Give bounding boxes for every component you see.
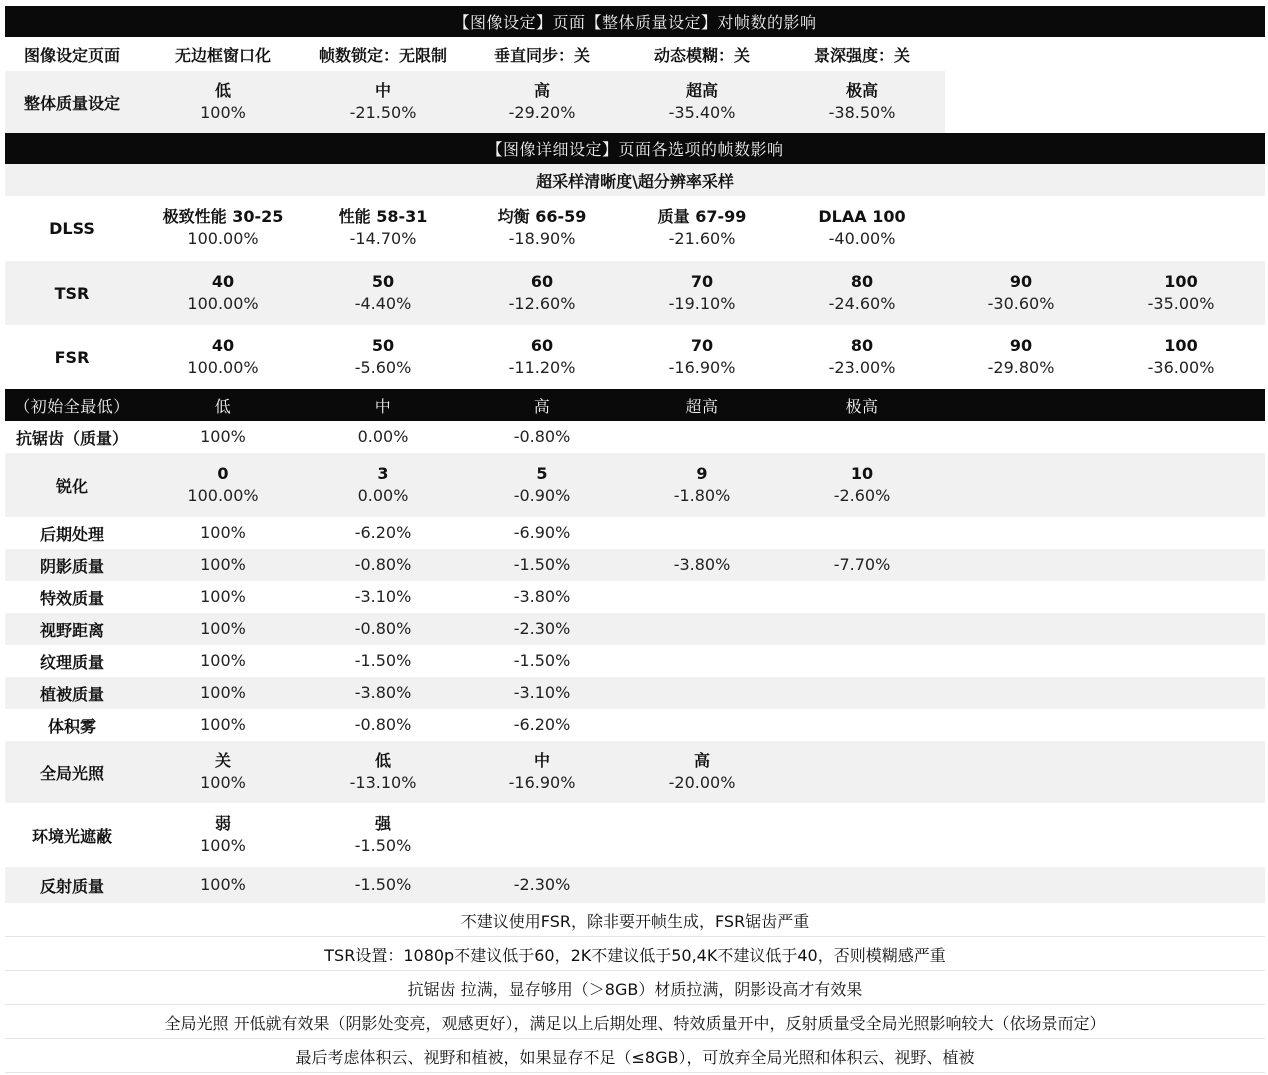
sharpen-row-col-3-value: -0.90% — [513, 486, 571, 505]
upscale-row-dlss-col-4 — [622, 196, 782, 260]
upscale-row-dlss-col-4-value: -21.60% — [668, 229, 736, 248]
upscale-row-dlss-col-2-value: -14.70% — [349, 229, 417, 248]
overall-quality-row-col-5-option: 极高 — [845, 81, 878, 100]
detail-row-4-col-1 — [143, 613, 303, 645]
reflection-row-col-3 — [462, 867, 622, 903]
detail-row-1-value-1: 100% — [200, 523, 246, 542]
settings-item-2 — [138, 37, 308, 71]
detail-row-2-col-4 — [622, 549, 782, 581]
overall-quality-row-col-2-option: 中 — [374, 81, 391, 100]
upscale-row-tsr-col-6-option: 90 — [1009, 272, 1033, 291]
detail-row-1-col-1 — [143, 517, 303, 549]
ambient-occlusion-row-col-2-option: 强 — [374, 814, 391, 833]
upscale-row-dlss-col-2-option: 性能 58-31 — [338, 207, 428, 226]
detail-row-5-label-text: 纹理质量 — [39, 652, 104, 672]
detail-header-5 — [622, 389, 782, 421]
title-bar-detail — [5, 133, 1265, 164]
upscale-row-dlss-col-3-option: 均衡 66-59 — [497, 207, 587, 226]
detail-row-6-col-3 — [462, 677, 622, 709]
detail-row-3-col-2 — [303, 581, 463, 613]
sharpen-row-col-1-value: 100.00% — [187, 486, 259, 505]
upscale-row-fsr-col-5-value: -23.00% — [828, 358, 896, 377]
overall-quality-row-label — [0, 71, 147, 133]
upscale-row-fsr-label-text: FSR — [54, 347, 90, 367]
detail-row-4-col-2 — [303, 613, 463, 645]
detail-row-7-value-3: -6.20% — [513, 715, 571, 734]
detail-row-4 — [5, 613, 1265, 645]
upscale-row-tsr-label — [0, 261, 147, 325]
detail-header-4 — [462, 389, 622, 421]
settings-item-5 — [617, 37, 787, 71]
settings-item-6 — [777, 37, 947, 71]
upscale-row-tsr-col-5 — [782, 261, 942, 325]
global-illumination-row-col-2-value: -13.10% — [349, 773, 417, 792]
upscale-row-dlss-col-3 — [462, 196, 622, 260]
detail-row-5-value-2: -1.50% — [354, 651, 412, 670]
detail-row-2-col-1 — [143, 549, 303, 581]
upscale-row-fsr-col-6 — [941, 325, 1101, 389]
anti-aliasing-row-col-1 — [143, 421, 303, 453]
sharpen-row-col-3-option: 5 — [536, 464, 548, 483]
detail-row-6-label — [0, 677, 147, 709]
detail-row-7-value-1: 100% — [200, 715, 246, 734]
upscale-row-tsr-col-1-value: 100.00% — [187, 294, 259, 313]
detail-row-3-value-1: 100% — [200, 587, 246, 606]
detail-row-6 — [5, 677, 1265, 709]
sharpen-row-col-5-option: 10 — [850, 464, 874, 483]
upscale-row-tsr — [5, 261, 1265, 325]
upscale-row-fsr-col-7-option: 100 — [1164, 336, 1198, 355]
upscale-row-fsr-label — [0, 325, 147, 389]
upscale-row-dlss — [5, 196, 1265, 260]
anti-aliasing-row-label — [0, 421, 147, 453]
detail-row-3-col-3 — [462, 581, 622, 613]
settings-item-text-2: 无边框窗口化 — [174, 45, 271, 65]
detail-row-3-label — [0, 581, 147, 613]
detail-row-5-value-3: -1.50% — [513, 651, 571, 670]
detail-row-7-col-2 — [303, 709, 463, 741]
upscale-row-fsr-col-6-option: 90 — [1009, 336, 1033, 355]
detail-row-7-label — [0, 709, 147, 741]
upscale-row-tsr-col-1-option: 40 — [211, 272, 235, 291]
upscale-row-tsr-col-4-option: 70 — [690, 272, 714, 291]
settings-item-3 — [298, 37, 468, 71]
sharpen-row-col-5-value: -2.60% — [833, 486, 891, 505]
reflection-row-col-2 — [303, 867, 463, 903]
detail-row-7 — [5, 709, 1265, 741]
sharpen-row-col-2 — [303, 453, 463, 517]
note-text-5: 最后考虑体积云、视野和植被，如果显存不足（≤8GB），可放弃全局光照和体积云、视野、植被 — [295, 1047, 975, 1067]
overall-quality-row-col-3-option: 高 — [533, 81, 550, 100]
detail-row-5 — [5, 645, 1265, 677]
upscale-row-tsr-col-7-value: -35.00% — [1147, 294, 1215, 313]
overall-quality-row-col-3-value: -29.20% — [508, 103, 576, 122]
detail-row-4-value-3: -2.30% — [513, 619, 571, 638]
detail-row-4-label-text: 视野距离 — [39, 620, 104, 640]
upscale-row-fsr-col-5-option: 80 — [850, 336, 874, 355]
detail-row-3-label-text: 特效质量 — [39, 588, 104, 608]
detail-row-5-col-1 — [143, 645, 303, 677]
detail-header-text-1: （初始全最低） — [14, 396, 130, 416]
sharpen-row-col-1-option: 0 — [217, 464, 229, 483]
reflection-row-value-2: -1.50% — [354, 875, 412, 894]
note-text-1: 不建议使用FSR，除非要开帧生成，FSR锯齿严重 — [460, 911, 810, 931]
upscale-row-dlss-label — [0, 196, 147, 260]
global-illumination-row-col-1-value: 100% — [200, 773, 246, 792]
overall-quality-row-col-1-value: 100% — [200, 103, 246, 122]
upscale-row-tsr-col-4-value: -19.10% — [668, 294, 736, 313]
upscale-row-dlss-col-1 — [143, 196, 303, 260]
settings-item-1 — [0, 37, 157, 71]
upscale-title-row — [5, 164, 1265, 196]
settings-item-text-1: 图像设定页面 — [23, 45, 120, 65]
upscale-row-dlss-col-4-option: 质量 67-99 — [657, 207, 747, 226]
note-text-4: 全局光照 开低就有效果（阴影处变亮，观感更好），满足以上后期处理、特效质量开中，反射质量受全局光照影响较大（依场景而定） — [164, 1013, 1106, 1033]
global-illumination-row-col-4 — [622, 741, 782, 803]
upscale-row-dlss-col-1-value: 100.00% — [187, 229, 259, 248]
overall-quality-row-col-4 — [622, 71, 782, 133]
overall-quality-row-col-3 — [462, 71, 622, 133]
upscale-row-fsr-col-3-value: -11.20% — [508, 358, 576, 377]
upscale-title: 超采样清晰度\超分辨率采样 — [536, 171, 734, 191]
overall-quality-row-col-1-option: 低 — [214, 81, 231, 100]
upscale-row-fsr-col-2 — [303, 325, 463, 389]
anti-aliasing-row — [5, 421, 1265, 453]
upscale-row-tsr-col-6-value: -30.60% — [987, 294, 1055, 313]
upscale-row-fsr-col-1 — [143, 325, 303, 389]
upscale-row-dlss-col-1-option: 极致性能 30-25 — [162, 207, 284, 226]
upscale-row-tsr-col-1 — [143, 261, 303, 325]
global-illumination-row-label-text: 全局光照 — [39, 763, 104, 783]
upscale-row-dlss-col-2 — [303, 196, 463, 260]
detail-row-2-label-text: 阴影质量 — [39, 556, 104, 576]
global-illumination-row-col-3-value: -16.90% — [508, 773, 576, 792]
upscale-row-tsr-col-7-option: 100 — [1164, 272, 1198, 291]
reflection-row-col-1 — [143, 867, 303, 903]
detail-row-5-col-3 — [462, 645, 622, 677]
upscale-row-tsr-col-2 — [303, 261, 463, 325]
detail-header-bar — [5, 389, 1265, 421]
global-illumination-row-col-4-value: -20.00% — [668, 773, 736, 792]
upscale-row-tsr-col-3-value: -12.60% — [508, 294, 576, 313]
ambient-occlusion-row-col-1-value: 100% — [200, 836, 246, 855]
detail-row-7-value-2: -0.80% — [354, 715, 412, 734]
upscale-row-fsr-col-3 — [462, 325, 622, 389]
title-bar-overall — [5, 6, 1265, 37]
detail-row-3-value-3: -3.80% — [513, 587, 571, 606]
detail-row-1-label-text: 后期处理 — [39, 524, 104, 544]
anti-aliasing-row-col-2 — [303, 421, 463, 453]
detail-row-7-col-1 — [143, 709, 303, 741]
upscale-row-dlss-col-5 — [782, 196, 942, 260]
anti-aliasing-row-col-3 — [462, 421, 622, 453]
reflection-row-value-1: 100% — [200, 875, 246, 894]
detail-row-3-col-1 — [143, 581, 303, 613]
upscale-row-fsr-col-1-option: 40 — [211, 336, 235, 355]
overall-quality-row-col-4-value: -35.40% — [668, 103, 736, 122]
detail-header-text-4: 高 — [533, 396, 551, 416]
detail-row-5-label — [0, 645, 147, 677]
ambient-occlusion-row-label — [0, 803, 147, 867]
settings-row — [5, 37, 945, 71]
overall-quality-row-label-text: 整体质量设定 — [23, 93, 120, 113]
upscale-row-tsr-col-3-option: 60 — [530, 272, 554, 291]
detail-row-1-value-2: -6.20% — [354, 523, 412, 542]
reflection-row — [5, 867, 1265, 903]
detail-row-4-value-1: 100% — [200, 619, 246, 638]
detail-row-1-value-3: -6.90% — [513, 523, 571, 542]
settings-item-4 — [457, 37, 627, 71]
detail-row-2-value-3: -1.50% — [513, 555, 571, 574]
detail-header-3 — [303, 389, 463, 421]
ambient-occlusion-row-col-2 — [303, 803, 463, 867]
upscale-row-dlss-col-5-value: -40.00% — [828, 229, 896, 248]
title-overall: 【图像设定】页面【整体质量设定】对帧数的影响 — [453, 13, 817, 32]
detail-row-2-value-2: -0.80% — [354, 555, 412, 574]
overall-quality-row-col-2 — [303, 71, 463, 133]
ambient-occlusion-row-col-1-option: 弱 — [214, 814, 231, 833]
anti-aliasing-row-value-3: -0.80% — [513, 427, 571, 446]
detail-row-2 — [5, 549, 1265, 581]
global-illumination-row-col-4-option: 高 — [693, 751, 710, 770]
detail-row-3 — [5, 581, 1265, 613]
detail-header-2 — [143, 389, 303, 421]
sharpen-row-col-5 — [782, 453, 942, 517]
upscale-row-tsr-col-2-option: 50 — [371, 272, 395, 291]
detail-row-7-col-3 — [462, 709, 622, 741]
global-illumination-row-col-3-option: 中 — [533, 751, 550, 770]
settings-item-text-5: 动态模糊：关 — [653, 45, 750, 65]
upscale-row-fsr-col-2-option: 50 — [371, 336, 395, 355]
overall-quality-row-col-5 — [782, 71, 942, 133]
global-illumination-row-col-2-option: 低 — [374, 751, 391, 770]
upscale-row-fsr-col-7-value: -36.00% — [1147, 358, 1215, 377]
overall-quality-row — [5, 71, 945, 133]
upscale-row-dlss-col-3-value: -18.90% — [508, 229, 576, 248]
sharpen-row-col-4 — [622, 453, 782, 517]
note-row-4 — [5, 1005, 1265, 1039]
global-illumination-row-col-1-option: 关 — [214, 751, 231, 770]
detail-row-3-value-2: -3.10% — [354, 587, 412, 606]
overall-quality-row-col-4-option: 超高 — [685, 81, 718, 100]
detail-row-6-value-1: 100% — [200, 683, 246, 702]
overall-quality-row-col-2-value: -21.50% — [349, 103, 417, 122]
detail-row-2-value-4: -3.80% — [673, 555, 731, 574]
upscale-row-dlss-col-5-option: DLAA 100 — [818, 207, 906, 226]
note-divider-5 — [5, 1072, 1265, 1073]
detail-header-text-5: 超高 — [685, 396, 719, 416]
upscale-row-fsr-col-2-value: -5.60% — [354, 358, 412, 377]
reflection-row-label-text: 反射质量 — [39, 876, 104, 896]
sharpen-row-col-4-option: 9 — [696, 464, 708, 483]
global-illumination-row-col-1 — [143, 741, 303, 803]
upscale-row-fsr — [5, 325, 1265, 389]
detail-row-5-col-2 — [303, 645, 463, 677]
reflection-row-value-3: -2.30% — [513, 875, 571, 894]
upscale-row-fsr-col-3-option: 60 — [530, 336, 554, 355]
anti-aliasing-row-value-2: 0.00% — [357, 427, 409, 446]
ambient-occlusion-row-col-2-value: -1.50% — [354, 836, 412, 855]
sharpen-row-col-4-value: -1.80% — [673, 486, 731, 505]
upscale-row-tsr-col-6 — [941, 261, 1101, 325]
upscale-row-fsr-col-7 — [1101, 325, 1261, 389]
global-illumination-row-col-2 — [303, 741, 463, 803]
upscale-row-tsr-col-7 — [1101, 261, 1261, 325]
detail-header-text-6: 极高 — [845, 396, 879, 416]
upscale-row-fsr-col-4-option: 70 — [690, 336, 714, 355]
detail-row-6-label-text: 植被质量 — [39, 684, 104, 704]
upscale-row-tsr-col-2-value: -4.40% — [354, 294, 412, 313]
note-row-5 — [5, 1039, 1265, 1073]
detail-row-1-col-3 — [462, 517, 622, 549]
global-illumination-row-label — [0, 741, 147, 803]
upscale-row-tsr-col-3 — [462, 261, 622, 325]
detail-row-7-label-text: 体积雾 — [47, 716, 96, 736]
upscale-row-fsr-col-1-value: 100.00% — [187, 358, 259, 377]
sharpen-row-col-2-value: 0.00% — [357, 486, 409, 505]
anti-aliasing-row-label-text: 抗锯齿（质量） — [15, 428, 128, 448]
detail-header-1 — [0, 389, 147, 421]
detail-header-text-2: 低 — [214, 396, 232, 416]
upscale-row-fsr-col-4-value: -16.90% — [668, 358, 736, 377]
ambient-occlusion-row-label-text: 环境光遮蔽 — [31, 826, 112, 846]
detail-row-6-col-2 — [303, 677, 463, 709]
detail-header-6 — [782, 389, 942, 421]
upscale-row-tsr-label-text: TSR — [54, 283, 90, 303]
detail-row-1-label — [0, 517, 147, 549]
detail-row-2-value-1: 100% — [200, 555, 246, 574]
detail-header-text-3: 中 — [374, 396, 392, 416]
note-row-1 — [5, 903, 1265, 937]
detail-row-5-value-1: 100% — [200, 651, 246, 670]
sharpen-row — [5, 453, 1265, 517]
upscale-row-fsr-col-5 — [782, 325, 942, 389]
settings-item-text-4: 垂直同步：关 — [493, 45, 590, 65]
detail-row-4-label — [0, 613, 147, 645]
settings-item-text-6: 景深强度：关 — [813, 45, 910, 65]
detail-row-2-col-2 — [303, 549, 463, 581]
detail-row-6-value-3: -3.10% — [513, 683, 571, 702]
settings-item-text-3: 帧数锁定：无限制 — [318, 45, 447, 65]
ambient-occlusion-row — [5, 803, 1265, 867]
note-text-3: 抗锯齿 拉满，显存够用（＞8GB）材质拉满，阴影设高才有效果 — [407, 979, 863, 999]
detail-row-6-value-2: -3.80% — [354, 683, 412, 702]
detail-row-2-col-3 — [462, 549, 622, 581]
reflection-row-label — [0, 867, 147, 903]
anti-aliasing-row-value-1: 100% — [200, 427, 246, 446]
upscale-row-dlss-label-text: DLSS — [49, 218, 95, 238]
upscale-row-fsr-col-4 — [622, 325, 782, 389]
detail-row-2-value-5: -7.70% — [833, 555, 891, 574]
global-illumination-row-col-3 — [462, 741, 622, 803]
detail-row-1 — [5, 517, 1265, 549]
title-detail: 【图像详细设定】页面各选项的帧数影响 — [486, 140, 784, 159]
detail-row-2-label — [0, 549, 147, 581]
sharpen-row-col-1 — [143, 453, 303, 517]
overall-quality-row-col-5-value: -38.50% — [828, 103, 896, 122]
global-illumination-row — [5, 741, 1265, 803]
upscale-row-tsr-col-4 — [622, 261, 782, 325]
sharpen-row-col-2-option: 3 — [377, 464, 389, 483]
detail-row-4-col-3 — [462, 613, 622, 645]
upscale-row-tsr-col-5-value: -24.60% — [828, 294, 896, 313]
detail-row-1-col-2 — [303, 517, 463, 549]
sharpen-row-label-text: 锐化 — [55, 476, 88, 496]
sharpen-row-label — [0, 453, 147, 517]
note-text-2: TSR设置：1080p不建议低于60，2K不建议低于50,4K不建议低于40，否则模糊感严重 — [324, 945, 946, 965]
note-row-3 — [5, 971, 1265, 1005]
upscale-row-fsr-col-6-value: -29.80% — [987, 358, 1055, 377]
ambient-occlusion-row-col-1 — [143, 803, 303, 867]
detail-row-2-col-5 — [782, 549, 942, 581]
note-row-2 — [5, 937, 1265, 971]
sharpen-row-col-3 — [462, 453, 622, 517]
detail-row-6-col-1 — [143, 677, 303, 709]
upscale-row-tsr-col-5-option: 80 — [850, 272, 874, 291]
detail-row-4-value-2: -0.80% — [354, 619, 412, 638]
overall-quality-row-col-1 — [143, 71, 303, 133]
